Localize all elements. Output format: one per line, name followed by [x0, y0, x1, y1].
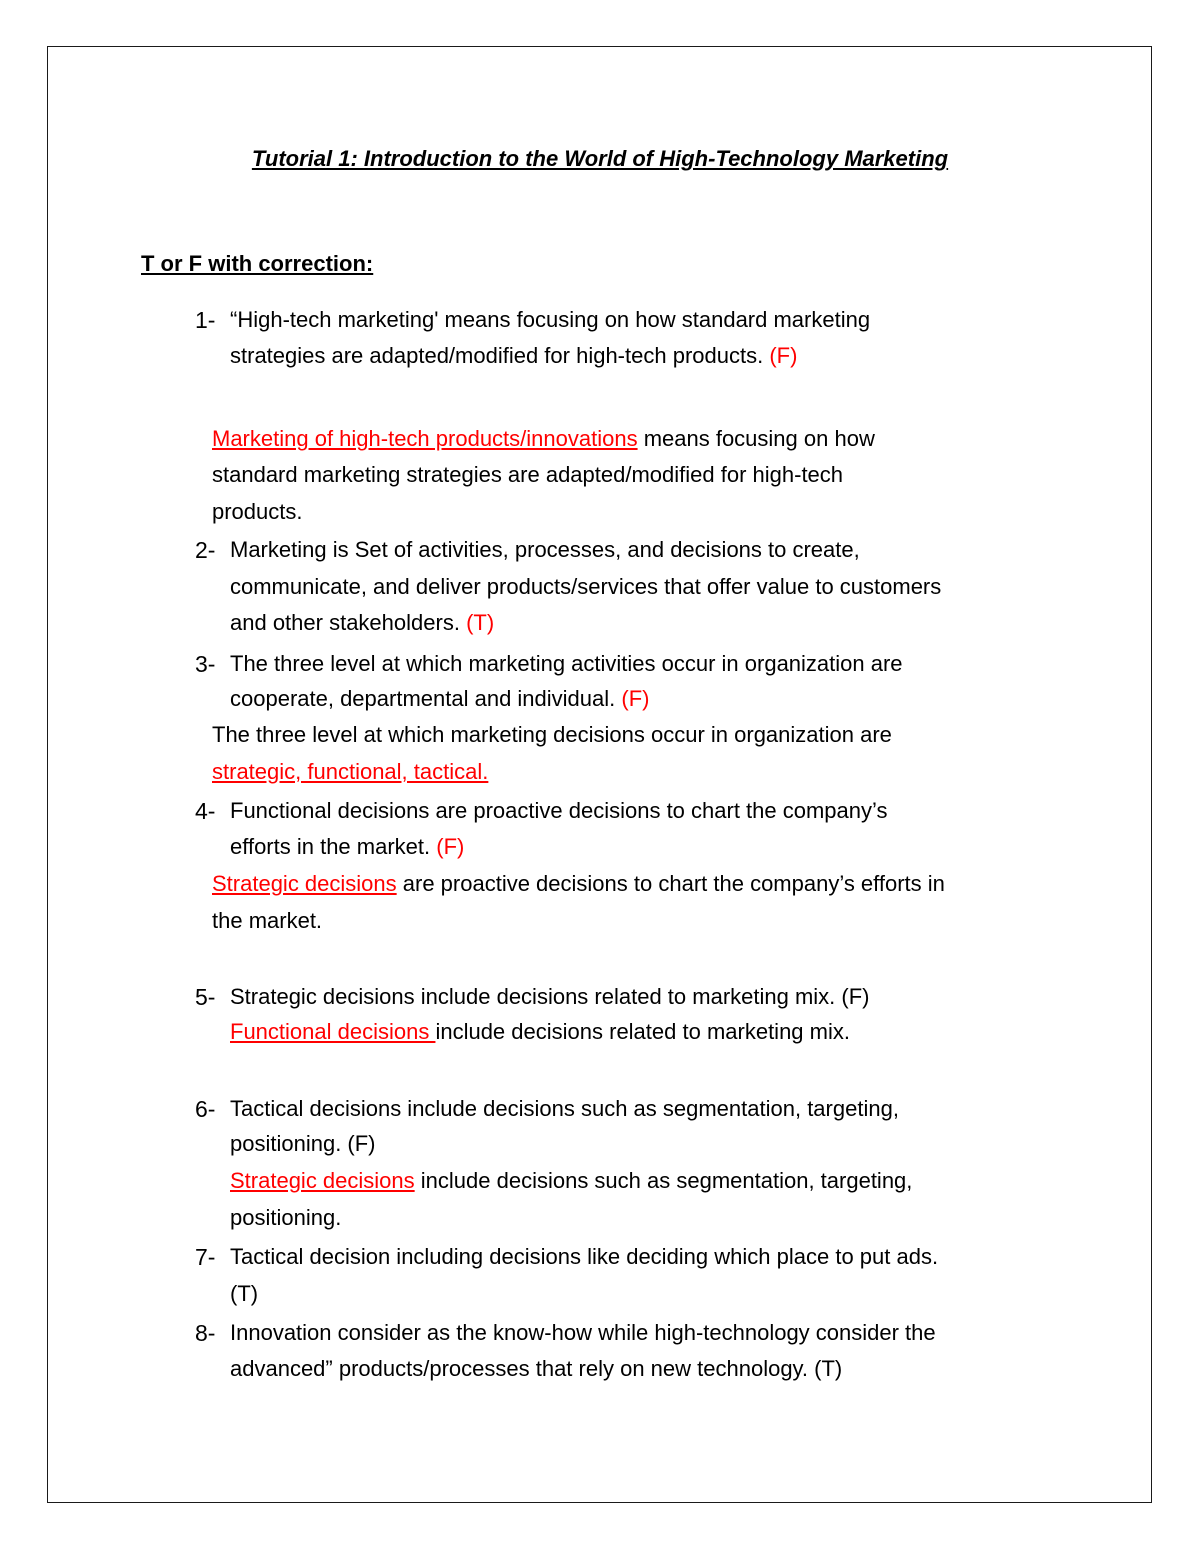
- q1-correction-term: Marketing of high-tech products/innovations: [212, 426, 638, 451]
- q1-correction-line-1: [212, 426, 875, 452]
- q6-line-1: Tactical decisions include decisions such as segmentation, targeting,: [230, 1096, 899, 1121]
- q3-line-2: [230, 686, 649, 712]
- item-number-6: 6-: [195, 1096, 216, 1122]
- q6-correction-line-1: [230, 1168, 912, 1194]
- q1-statement: strategies are adapted/modified for high-tech products.: [230, 343, 764, 368]
- item-number-7: 7-: [195, 1244, 216, 1270]
- q8-line-1: Innovation consider as the know-how while high-technology consider the: [230, 1320, 936, 1345]
- q3-statement: cooperate, departmental and individual.: [230, 686, 616, 711]
- q3-correction-line-1: The three level at which marketing decisions occur in organization are: [212, 722, 892, 747]
- q4-correction-text: are proactive decisions to chart the company’s efforts in: [396, 871, 945, 896]
- q4-statement: efforts in the market.: [230, 834, 431, 859]
- q1-correction-text: means focusing on how: [637, 426, 875, 451]
- q6-line-2: positioning. (F): [230, 1131, 376, 1156]
- q1-correction-line-2: standard marketing strategies are adapted/modified for high-tech: [212, 462, 844, 487]
- q7-line-1: Tactical decision including decisions like deciding which place to put ads.: [230, 1244, 939, 1269]
- q2-line-2: communicate, and deliver products/services that offer value to customers: [230, 574, 942, 599]
- q3-line-1: The three level at which marketing activities occur in organization are: [230, 651, 903, 676]
- q6-correction-term: Strategic decisions: [230, 1168, 415, 1193]
- q5-correction-term: Functional decisions: [230, 1019, 436, 1044]
- q1-correction-line-3: products.: [212, 499, 303, 524]
- q5-correction-line-1: [230, 1019, 850, 1045]
- q5-correction-text: include decisions related to marketing mix.: [435, 1019, 850, 1044]
- q1-answer-mark: (F): [769, 343, 798, 368]
- q4-line-1: Functional decisions are proactive decisions to chart the company’s: [230, 798, 888, 823]
- q8-line-2: advanced” products/processes that rely on new technology. (T): [230, 1356, 843, 1381]
- q1-line-2: [230, 343, 797, 369]
- q2-answer-mark: (T): [466, 610, 495, 635]
- q4-line-2: [230, 834, 464, 860]
- q6-correction-text: include decisions such as segmentation, targeting,: [414, 1168, 913, 1193]
- q7-line-2: (T): [230, 1281, 259, 1306]
- q2-line-3: [230, 610, 494, 636]
- q5-line-1: Strategic decisions include decisions related to marketing mix. (F): [230, 984, 870, 1009]
- item-number-2: 2-: [195, 537, 216, 563]
- q3-answer-mark: (F): [621, 686, 650, 711]
- document-title: Tutorial 1: Introduction to the World of High-Technology Marketing: [251, 146, 949, 171]
- q4-answer-mark: (F): [436, 834, 465, 859]
- q2-statement: and other stakeholders.: [230, 610, 460, 635]
- q6-correction-line-2: positioning.: [230, 1205, 342, 1230]
- item-number-3: 3-: [195, 651, 216, 677]
- q3-correction-term: strategic, functional, tactical.: [212, 759, 489, 784]
- q4-correction-line-2: the market.: [212, 908, 323, 933]
- q4-correction-term: Strategic decisions: [212, 871, 397, 896]
- section-heading: T or F with correction:: [141, 251, 374, 276]
- q1-line-1: “High-tech marketing' means focusing on how standard marketing: [230, 307, 871, 332]
- item-number-8: 8-: [195, 1320, 216, 1346]
- item-number-1: 1-: [195, 307, 216, 333]
- item-number-5: 5-: [195, 984, 216, 1010]
- q2-line-1: Marketing is Set of activities, processes, and decisions to create,: [230, 537, 860, 562]
- item-number-4: 4-: [195, 798, 216, 824]
- q4-correction-line-1: [212, 871, 945, 897]
